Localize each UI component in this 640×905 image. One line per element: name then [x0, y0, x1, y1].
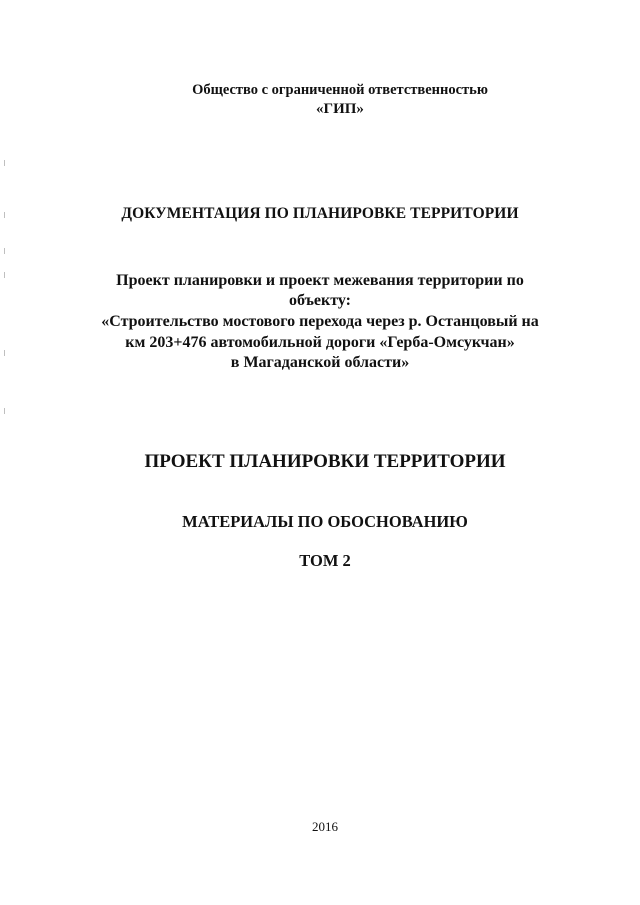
- volume-label: ТОМ 2: [299, 551, 351, 570]
- organization-name-line1: Общество с ограниченной ответственностью: [192, 82, 488, 98]
- project-description-line1: Проект планировки и проект межевания территории по: [116, 272, 524, 289]
- organization-name-line2: «ГИП»: [316, 101, 364, 117]
- project-description-line2: объекту:: [288, 292, 351, 309]
- document-heading: ДОКУМЕНТАЦИЯ ПО ПЛАНИРОВКЕ ТЕРРИТОРИИ: [121, 205, 519, 222]
- materials-title: МАТЕРИАЛЫ ПО ОБОСНОВАНИЮ: [182, 512, 468, 531]
- year: 2016: [312, 819, 338, 834]
- project-description-line5: в Магаданской области»: [230, 354, 410, 371]
- project-description-line4: км 203+476 автомобильной дороги «Герба-Омсукчан»: [125, 334, 515, 351]
- plan-title: ПРОЕКТ ПЛАНИРОВКИ ТЕРРИТОРИИ: [144, 451, 506, 472]
- project-description-line3: «Строительство мостового перехода через р. Останцовый на: [101, 313, 539, 330]
